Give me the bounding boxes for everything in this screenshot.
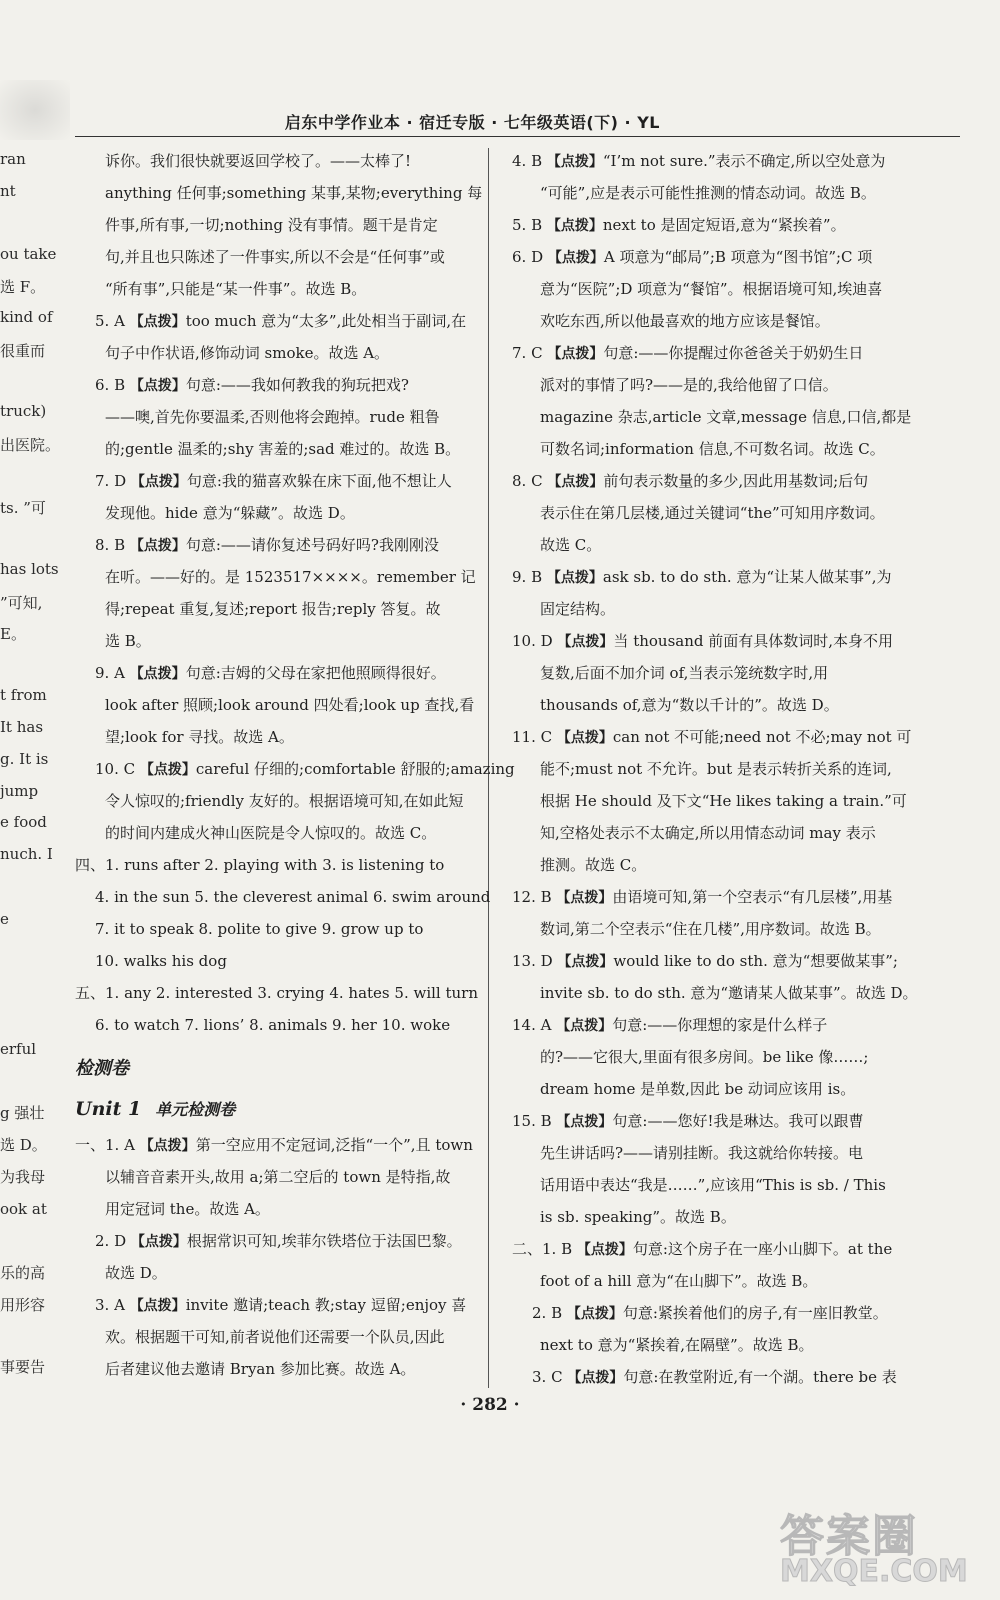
hint-marker: 【点拨】 bbox=[557, 954, 614, 970]
hint-marker: 【点拨】 bbox=[129, 1298, 186, 1314]
text-line: 5. B 【点拨】next to 是固定短语,意为“紧挨着”。 bbox=[512, 216, 846, 234]
text-line: 能不;must not 不允许。but 是表示转折关系的连词, bbox=[540, 760, 892, 778]
text-line: 四、1. runs after 2. playing with 3. is listening to bbox=[75, 856, 445, 874]
hint-marker: 【点拨】 bbox=[547, 474, 604, 490]
gutter-fragment: 很重而 bbox=[0, 342, 46, 360]
gutter-fragment: ou take bbox=[0, 245, 57, 263]
gutter-fragment: 用形容 bbox=[0, 1296, 46, 1314]
hint-marker: 【点拨】 bbox=[547, 250, 604, 266]
text-line: 先生讲话吗?——请别挂断。我这就给你转接。电 bbox=[540, 1144, 864, 1162]
gutter-fragment: kind of bbox=[0, 308, 53, 326]
text-line: 二、1. B 【点拨】句意:这个房子在一座小山脚下。at the bbox=[512, 1240, 893, 1258]
scan-smudge bbox=[0, 80, 70, 140]
text-line: 4. B 【点拨】“I’m not sure.”表示不确定,所以空处意为 bbox=[512, 152, 886, 170]
gutter-fragment: 出医院。 bbox=[0, 436, 61, 454]
unit-heading bbox=[75, 1089, 475, 1129]
hint-marker: 【点拨】 bbox=[557, 634, 614, 650]
hint-marker: 【点拨】 bbox=[576, 1242, 633, 1258]
text-line: dream home 是单数,因此 be 动词应该用 is。 bbox=[540, 1080, 856, 1098]
text-line: 欢。根据题干可知,前者说他们还需要一个队员,因此 bbox=[105, 1328, 445, 1346]
hint-marker: 【点拨】 bbox=[139, 762, 196, 778]
text-line: 5. A 【点拨】too much 意为“太多”,此处相当于副词,在 bbox=[95, 312, 467, 330]
text-line: 3. C 【点拨】句意:在教堂附近,有一个湖。there be 表 bbox=[532, 1368, 897, 1386]
header-title: 启东中学作业本 · 宿迁专版 · 七年级英语(下) · YL bbox=[284, 113, 660, 132]
gutter-fragment: t from bbox=[0, 686, 47, 704]
hint-marker: 【点拨】 bbox=[556, 1018, 613, 1034]
text-line: 10. D 【点拨】当 thousand 前面有具体数词时,本身不用 bbox=[512, 632, 894, 650]
text-line: 欢吃东西,所以他最喜欢的地方应该是餐馆。 bbox=[540, 312, 830, 330]
text-line: 10. C 【点拨】careful 仔细的;comfortable 舒服的;amazing bbox=[95, 760, 515, 778]
text-line: 6. D 【点拨】A 项意为“邮局”;B 项意为“图书馆”;C 项 bbox=[512, 248, 873, 266]
text-line: ——噢,首先你要温柔,否则他将会跑掉。rude 粗鲁 bbox=[105, 408, 440, 426]
gutter-fragment: has lots bbox=[0, 560, 59, 578]
text-line: 15. B 【点拨】句意:——您好!我是琳达。我可以跟曹 bbox=[512, 1112, 864, 1130]
watermark-url: MXQE.COM bbox=[780, 1554, 968, 1589]
text-line: 故选 D。 bbox=[105, 1264, 167, 1282]
text-line: magazine 杂志,article 文章,message 信息,口信,都是 bbox=[540, 408, 912, 426]
watermark-text: 答案圈 bbox=[780, 1511, 918, 1562]
left-answers bbox=[75, 145, 515, 1041]
text-line: 句子中作状语,修饰动词 smoke。故选 A。 bbox=[105, 344, 390, 362]
text-line: thousands of,意为“数以千计的”。故选 D。 bbox=[540, 696, 839, 714]
gutter-fragment: ook at bbox=[0, 1200, 47, 1218]
gutter-fragment: ran bbox=[0, 150, 26, 168]
text-line: 10. walks his dog bbox=[95, 952, 227, 970]
text-line: 7. D 【点拨】句意:我的猫喜欢躲在床下面,他不想让人 bbox=[95, 472, 452, 490]
text-line: 令人惊叹的;friendly 友好的。根据语境可知,在如此短 bbox=[105, 792, 464, 810]
text-line: 的;gentle 温柔的;shy 害羞的;sad 难过的。故选 B。 bbox=[105, 440, 461, 458]
hint-marker: 【点拨】 bbox=[556, 890, 613, 906]
gutter-fragment: 事要告 bbox=[0, 1358, 46, 1376]
text-line: 2. B 【点拨】句意:紧挨着他们的房子,有一座旧教堂。 bbox=[532, 1304, 888, 1322]
hint-marker: 【点拨】 bbox=[130, 1234, 187, 1250]
gutter-fragment: e food bbox=[0, 813, 47, 831]
gutter-fragment: nt bbox=[0, 182, 16, 200]
hint-marker: 【点拨】 bbox=[139, 1138, 196, 1154]
text-line: 12. B 【点拨】由语境可知,第一个空表示“有几层楼”,用基 bbox=[512, 888, 893, 906]
text-line: 数词,第二个空表示“住在几楼”,用序数词。故选 B。 bbox=[540, 920, 881, 938]
text-line: 在听。——好的。是 1523517××××。remember 记 bbox=[105, 568, 476, 586]
text-line: 望;look for 寻找。故选 A。 bbox=[105, 728, 294, 746]
text-line: 故选 C。 bbox=[540, 536, 602, 554]
page-number: · 282 · bbox=[460, 1395, 520, 1415]
text-line: 五、1. any 2. interested 3. crying 4. hates 5. will turn bbox=[75, 984, 478, 1002]
gutter-fragment: e bbox=[0, 910, 9, 928]
text-line: 9. B 【点拨】ask sb. to do sth. 意为“让某人做某事”,为 bbox=[512, 568, 892, 586]
hint-marker: 【点拨】 bbox=[129, 666, 186, 682]
text-line: 可数名词;information 信息,不可数名词。故选 C。 bbox=[540, 440, 885, 458]
text-line: 的时间内建成火神山医院是令人惊叹的。故选 C。 bbox=[105, 824, 437, 842]
gutter-fragment: g 强壮 bbox=[0, 1104, 45, 1122]
hint-marker: 【点拨】 bbox=[129, 538, 186, 554]
hint-marker: 【点拨】 bbox=[556, 1114, 613, 1130]
text-line: next to 意为“紧挨着,在隔壁”。故选 B。 bbox=[540, 1336, 814, 1354]
unit-title: Unit 1 bbox=[75, 1098, 142, 1120]
hint-marker: 【点拨】 bbox=[129, 378, 186, 394]
text-line: 得;repeat 重复,复述;report 报告;reply 答复。故 bbox=[105, 600, 441, 618]
text-line: 派对的事情了吗?——是的,我给他留了口信。 bbox=[540, 376, 838, 394]
gutter-fragment: E。 bbox=[0, 625, 26, 643]
text-line: 的?——它很大,里面有很多房间。be like 像……; bbox=[540, 1048, 869, 1066]
gutter-fragment: g. It is bbox=[0, 750, 49, 768]
gutter-fragment: truck) bbox=[0, 402, 47, 420]
text-line: 复数,后面不加介词 of,当表示笼统数字时,用 bbox=[540, 664, 829, 682]
text-line: 2. D 【点拨】根据常识可知,埃菲尔铁塔位于法国巴黎。 bbox=[95, 1232, 462, 1250]
text-line: 根据 He should 及下文“He likes taking a train.”可 bbox=[540, 792, 907, 810]
text-line: 9. A 【点拨】句意:吉姆的父母在家把他照顾得很好。 bbox=[95, 664, 446, 682]
text-line: 13. D 【点拨】would like to do sth. 意为“想要做某事”; bbox=[512, 952, 898, 970]
hint-marker: 【点拨】 bbox=[546, 218, 603, 234]
text-line: 3. A 【点拨】invite 邀请;teach 教;stay 逗留;enjoy 喜 bbox=[95, 1296, 467, 1314]
gutter-fragment: 为我母 bbox=[0, 1168, 46, 1186]
text-line: 一、1. A 【点拨】第一空应用不定冠词,泛指“一个”,且 town bbox=[75, 1136, 473, 1154]
hint-marker: 【点拨】 bbox=[547, 346, 604, 362]
text-line: 表示住在第几层楼,通过关键词“the”可知用序数词。 bbox=[540, 504, 885, 522]
page-header bbox=[75, 108, 960, 137]
text-line: 4. in the sun 5. the cleverest animal 6. swim around bbox=[95, 888, 491, 906]
text-line: foot of a hill 意为“在山脚下”。故选 B。 bbox=[540, 1272, 818, 1290]
hint-marker: 【点拨】 bbox=[546, 154, 603, 170]
gutter-fragment: erful bbox=[0, 1040, 37, 1058]
text-line: 8. C 【点拨】前句表示数量的多少,因此用基数词;后句 bbox=[512, 472, 869, 490]
gutter-fragment: nuch. I bbox=[0, 845, 53, 863]
text-line: 话用语中表达“我是……”,应该用“This is sb. / This bbox=[540, 1176, 886, 1194]
gutter-fragment: 选 F。 bbox=[0, 278, 46, 296]
text-line: 知,空格处表示不太确定,所以用情态动词 may 表示 bbox=[540, 824, 876, 842]
right-column bbox=[512, 145, 918, 1393]
text-line: 以辅音音素开头,故用 a;第二空后的 town 是特指,故 bbox=[105, 1168, 451, 1186]
text-line: 推测。故选 C。 bbox=[540, 856, 647, 874]
text-line: “可能”,应是表示可能性推测的情态动词。故选 B。 bbox=[540, 184, 876, 202]
text-line: 后者建议他去邀请 Bryan 参加比赛。故选 A。 bbox=[105, 1360, 416, 1378]
text-line: 选 B。 bbox=[105, 632, 151, 650]
left-column bbox=[75, 145, 515, 1385]
hint-marker: 【点拨】 bbox=[130, 474, 187, 490]
gutter-fragment: 乐的高 bbox=[0, 1264, 46, 1282]
text-line: 8. B 【点拨】句意:——请你复述号码好吗?我刚刚没 bbox=[95, 536, 439, 554]
gutter-fragment: It has bbox=[0, 718, 44, 736]
text-line: 6. B 【点拨】句意:——我如何教我的狗玩把戏? bbox=[95, 376, 409, 394]
text-line: look after 照顾;look around 四处看;look up 查找,看 bbox=[105, 696, 475, 714]
text-line: 句,并且也只陈述了一件事实,所以不会是“任何事”或 bbox=[105, 248, 445, 266]
watermark-logo bbox=[780, 1500, 990, 1590]
text-line: is sb. speaking”。故选 B。 bbox=[540, 1208, 736, 1226]
text-line: “所有事”,只能是“某一件事”。故选 B。 bbox=[105, 280, 367, 298]
text-line: 6. to watch 7. lions’ 8. animals 9. her 10. woke bbox=[95, 1016, 451, 1034]
text-line: 14. A 【点拨】句意:——你理想的家是什么样子 bbox=[512, 1016, 828, 1034]
text-line: 固定结构。 bbox=[540, 600, 616, 618]
hint-marker: 【点拨】 bbox=[566, 1306, 623, 1322]
gutter-fragment: ts. ”可 bbox=[0, 499, 46, 517]
hint-marker: 【点拨】 bbox=[556, 730, 613, 746]
text-line: 诉你。我们很快就要返回学校了。——太棒了! bbox=[105, 152, 412, 170]
text-line: 用定冠词 the。故选 A。 bbox=[105, 1200, 270, 1218]
gutter-fragment: jump bbox=[0, 782, 39, 800]
hint-marker: 【点拨】 bbox=[129, 314, 186, 330]
text-line: anything 任何事;something 某事,某物;everything 每 bbox=[105, 184, 483, 202]
gutter-fragment: ”可知, bbox=[0, 594, 43, 612]
text-line: 意为“医院”;D 项意为“餐馆”。根据语境可知,埃迪喜 bbox=[540, 280, 883, 298]
left-answers-unit1 bbox=[75, 1129, 475, 1385]
hint-marker: 【点拨】 bbox=[567, 1370, 624, 1386]
previous-page-gutter bbox=[0, 140, 61, 1440]
text-line: 发现他。hide 意为“躲藏”。故选 D。 bbox=[105, 504, 355, 522]
text-line: 7. C 【点拨】句意:——你提醒过你爸爸关于奶奶生日 bbox=[512, 344, 864, 362]
text-line: 11. C 【点拨】can not 不可能;need not 不必;may not 可 bbox=[512, 728, 912, 746]
text-line: invite sb. to do sth. 意为“邀请某人做某事”。故选 D。 bbox=[540, 984, 918, 1002]
gutter-fragment: 选 D。 bbox=[0, 1136, 47, 1154]
section-title: 检测卷 bbox=[75, 1058, 129, 1079]
text-line: 7. it to speak 8. polite to give 9. grow up to bbox=[95, 920, 424, 938]
unit-subtitle: 单元检测卷 bbox=[155, 1100, 236, 1119]
text-line: 件事,所有事,一切;nothing 没有事情。题干是肯定 bbox=[105, 216, 438, 234]
hint-marker: 【点拨】 bbox=[546, 570, 603, 586]
